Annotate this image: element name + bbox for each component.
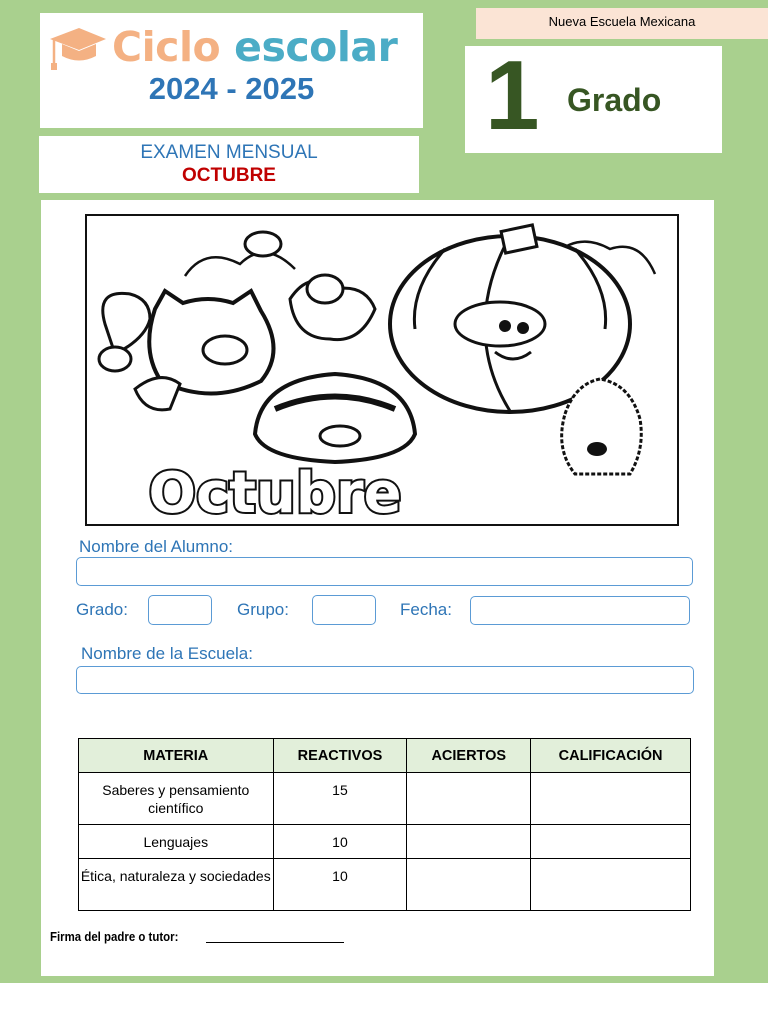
cell-reactivos: 10 [273, 825, 407, 859]
curriculum-badge: Nueva Escuela Mexicana [476, 8, 768, 39]
group-field[interactable] [312, 595, 376, 625]
school-name-field[interactable] [76, 666, 694, 694]
exam-sheet [41, 200, 714, 976]
score-table [78, 738, 691, 911]
school-year: 2024 - 2025 [148, 71, 315, 106]
signature-line[interactable] [206, 942, 344, 943]
grade-field[interactable] [148, 595, 212, 625]
signature-label: Firma del padre o tutor: [50, 929, 179, 944]
grade-box [465, 40, 722, 153]
exam-type-box [39, 136, 419, 193]
title-box [40, 13, 423, 128]
graduation-cap-icon [46, 23, 108, 71]
cell-calificacion[interactable] [531, 825, 691, 859]
cell-materia: Lenguajes [79, 825, 274, 859]
cell-aciertos[interactable] [407, 773, 531, 825]
cell-materia: Ética, naturaleza y sociedades [79, 859, 274, 911]
cell-aciertos[interactable] [407, 859, 531, 911]
school-name-label: Nombre de la Escuela: [81, 644, 253, 663]
header-aciertos: ACIERTOS [407, 739, 531, 773]
date-field[interactable] [470, 596, 690, 625]
header-materia: MATERIA [79, 739, 274, 773]
cell-reactivos: 10 [273, 859, 407, 911]
header-reactivos: REACTIVOS [273, 739, 407, 773]
cell-materia: Saberes y pensamiento científico [79, 773, 274, 825]
cell-reactivos: 15 [273, 773, 407, 825]
exam-type: EXAMEN MENSUAL [140, 142, 318, 163]
title-line [46, 19, 397, 75]
student-name-field[interactable] [76, 557, 693, 586]
grade-number: 1 [485, 40, 540, 150]
group-field-label: Grupo: [237, 600, 289, 619]
illustration-banner-text: Octubre [148, 461, 402, 526]
title-escolar: escolar [234, 23, 398, 71]
cell-calificacion[interactable] [531, 773, 691, 825]
header-calificacion: CALIFICACIÓN [531, 739, 691, 773]
cell-calificacion[interactable] [531, 859, 691, 911]
exam-month: OCTUBRE [182, 165, 276, 186]
table-row [79, 773, 691, 825]
grade-field-label: Grado: [76, 600, 128, 619]
table-row [79, 859, 691, 911]
table-header-row [79, 739, 691, 773]
title-ciclo: Ciclo [112, 23, 221, 71]
autumn-animals-illustration [85, 214, 679, 526]
table-row [79, 825, 691, 859]
grade-label: Grado [567, 82, 662, 118]
date-field-label: Fecha: [400, 600, 452, 619]
cell-aciertos[interactable] [407, 825, 531, 859]
student-name-label: Nombre del Alumno: [79, 537, 234, 556]
